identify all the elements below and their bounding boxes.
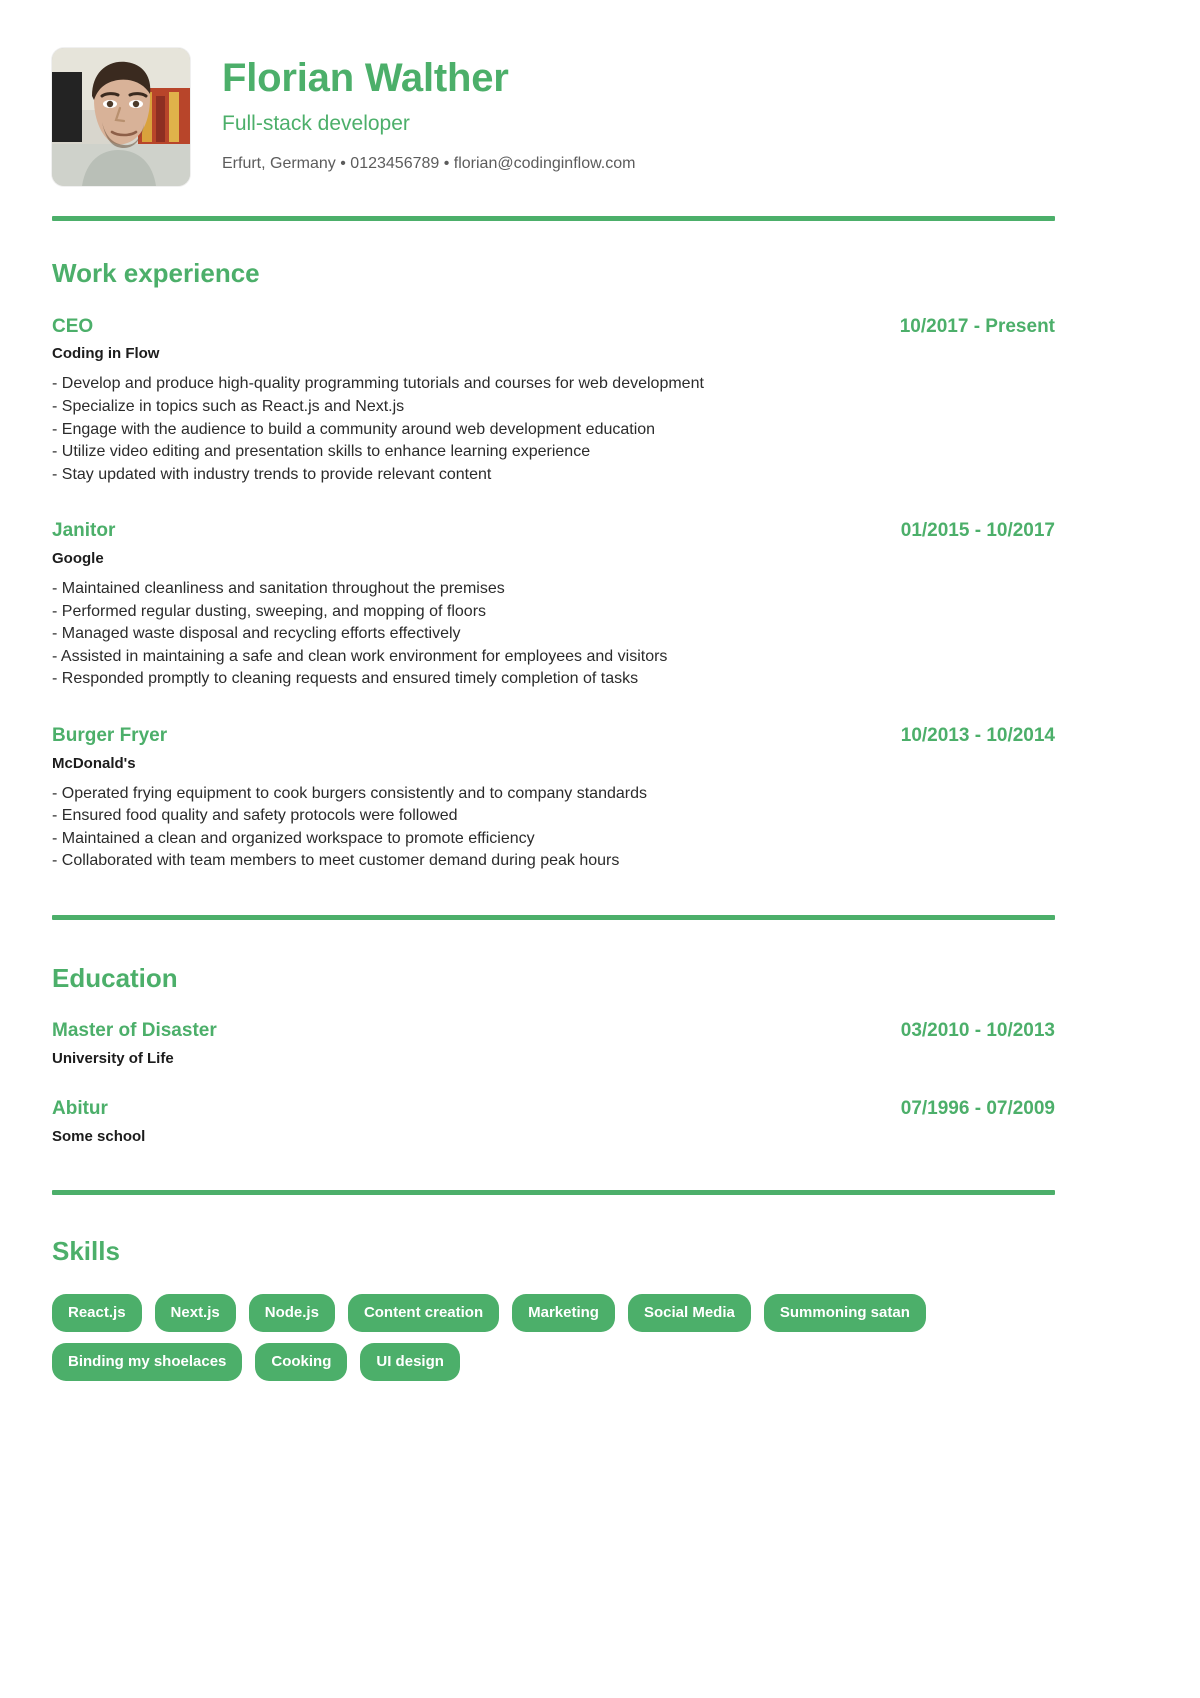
section-education xyxy=(52,920,1055,1146)
work-organization: McDonald's xyxy=(52,754,136,772)
skill-badge: Marketing xyxy=(512,1294,615,1332)
work-bullet: - Specialize in topics such as React.js and Next.js xyxy=(52,397,405,415)
contact-line: Erfurt, Germany • 0123456789 • florian@codinginflow.com xyxy=(222,154,636,172)
section-title-skills: Skills xyxy=(52,1236,120,1267)
work-entry-header xyxy=(52,520,1055,542)
skill-badge: Summoning satan xyxy=(764,1294,926,1332)
work-bullet: - Develop and produce high-quality programming tutorials and courses for web development xyxy=(52,375,704,393)
education-institution: University of Life xyxy=(52,1050,174,1068)
work-bullet: - Stay updated with industry trends to provide relevant content xyxy=(52,465,492,483)
education-degree: Abitur xyxy=(52,1098,108,1120)
work-organization: Coding in Flow xyxy=(52,345,160,363)
page-title: Florian Walther xyxy=(222,56,509,100)
identity-block xyxy=(222,48,1055,175)
work-entry xyxy=(52,725,1055,873)
work-role: Janitor xyxy=(52,520,116,542)
work-bullet: - Responded promptly to cleaning requests and ensured timely completion of tasks xyxy=(52,670,639,688)
section-title-work: Work experience xyxy=(52,258,260,288)
work-bullets xyxy=(52,578,1055,691)
skill-badge: Content creation xyxy=(348,1294,499,1332)
education-degree: Master of Disaster xyxy=(52,1020,217,1042)
work-entry xyxy=(52,316,1055,487)
work-bullet: - Maintained a clean and organized workspace to promote efficiency xyxy=(52,829,535,847)
work-bullet: - Operated frying equipment to cook burgers consistently and to company standards xyxy=(52,784,647,802)
skills-list xyxy=(52,1294,1055,1381)
skill-badge: React.js xyxy=(52,1294,142,1332)
work-bullet: - Managed waste disposal and recycling efforts effectively xyxy=(52,625,461,643)
skill-badge: Next.js xyxy=(155,1294,236,1332)
skill-badge: Binding my shoelaces xyxy=(52,1343,242,1381)
work-dates: 01/2015 - 10/2017 xyxy=(900,520,1055,542)
profile-photo-icon xyxy=(52,48,190,186)
section-skills xyxy=(52,1195,1055,1381)
work-bullets xyxy=(52,783,1055,873)
work-bullets xyxy=(52,373,1055,486)
resume-header xyxy=(52,48,1055,216)
work-bullet: - Engage with the audience to build a community around web development education xyxy=(52,420,656,438)
section-work-experience xyxy=(52,221,1055,873)
skill-badge: Node.js xyxy=(249,1294,335,1332)
work-bullet: - Performed regular dusting, sweeping, and mopping of floors xyxy=(52,602,487,620)
work-bullet: - Collaborated with team members to meet customer demand during peak hours xyxy=(52,852,620,870)
work-bullet: - Assisted in maintaining a safe and clean work environment for employees and visitors xyxy=(52,647,668,665)
work-bullet: - Utilize video editing and presentation skills to enhance learning experience xyxy=(52,443,591,461)
work-role: Burger Fryer xyxy=(52,724,168,746)
skill-badge: Social Media xyxy=(628,1294,751,1332)
work-dates: 10/2013 - 10/2014 xyxy=(900,724,1055,746)
job-headline: Full-stack developer xyxy=(222,111,410,135)
education-dates: 03/2010 - 10/2013 xyxy=(900,1020,1055,1042)
work-entry-header xyxy=(52,316,1055,338)
education-entry-header xyxy=(52,1098,1055,1120)
education-entry xyxy=(52,1020,1055,1068)
avatar xyxy=(52,48,190,186)
education-entry xyxy=(52,1098,1055,1146)
education-institution: Some school xyxy=(52,1128,146,1146)
work-bullet: - Ensured food quality and safety protocols were followed xyxy=(52,807,458,825)
skill-badge: Cooking xyxy=(255,1343,347,1381)
skill-badge: UI design xyxy=(360,1343,460,1381)
section-title-education: Education xyxy=(52,962,178,993)
work-entry xyxy=(52,520,1055,691)
work-entry-header xyxy=(52,725,1055,747)
education-dates: 07/1996 - 07/2009 xyxy=(900,1098,1055,1120)
work-role: CEO xyxy=(52,315,94,337)
work-dates: 10/2017 - Present xyxy=(899,315,1055,337)
work-organization: Google xyxy=(52,550,104,568)
work-bullet: - Maintained cleanliness and sanitation throughout the premises xyxy=(52,580,505,598)
education-entry-header xyxy=(52,1020,1055,1042)
